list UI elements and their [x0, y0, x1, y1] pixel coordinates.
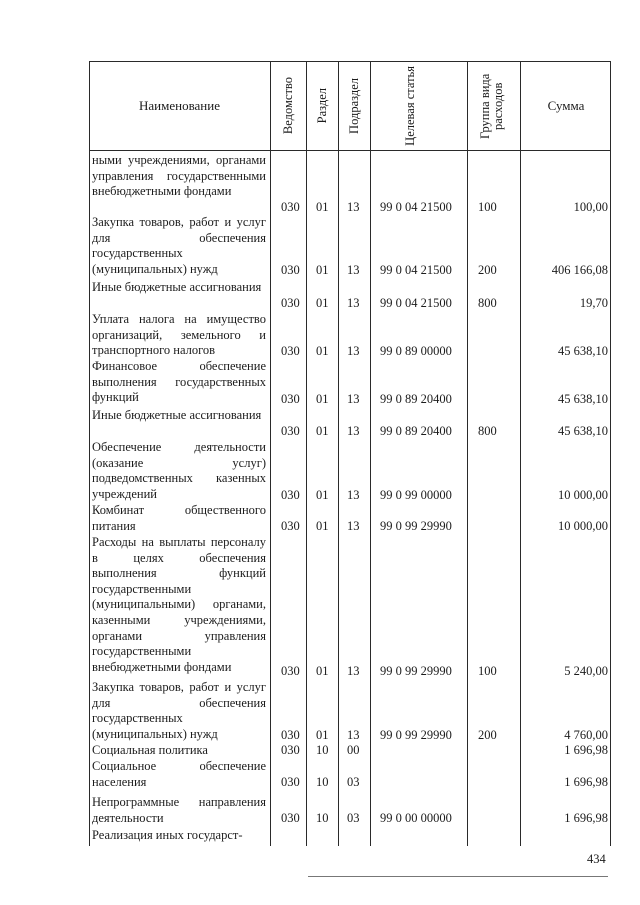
- row-podrazdel: 03: [347, 775, 360, 789]
- row-podrazdel: 03: [347, 811, 360, 825]
- row-razdel: 10: [316, 743, 329, 757]
- row-name: ными учреждениями, органами управления государственными внебюджетными фондами: [92, 153, 266, 199]
- row-sum: 5 240,00: [564, 664, 608, 678]
- table-row: [0, 680, 640, 743]
- row-target: 99 0 89 00000: [380, 344, 452, 358]
- row-razdel: 01: [316, 728, 329, 742]
- row-name: Комбинат общественного питания: [92, 503, 266, 533]
- row-name: Уплата налога на имущество организаций, земельного и транспортного налогов: [92, 312, 266, 358]
- footer-rule: [308, 876, 608, 877]
- table-row: [0, 828, 640, 844]
- table-row: [0, 440, 640, 503]
- header-podrazdel-cell: [338, 62, 370, 150]
- row-target: 99 0 89 20400: [380, 424, 452, 438]
- row-group: 100: [478, 200, 497, 214]
- row-razdel: 01: [316, 519, 329, 533]
- table-row: [0, 153, 640, 215]
- row-sum: 10 000,00: [558, 519, 608, 533]
- header-podrazdel: Подраздел: [346, 78, 361, 134]
- row-name: Социальная политика: [92, 743, 208, 757]
- header-group: Группа вида расходов: [477, 73, 505, 139]
- table-row: [0, 535, 640, 679]
- row-target: 99 0 04 21500: [380, 296, 452, 310]
- row-podrazdel: 13: [347, 200, 360, 214]
- row-razdel: 01: [316, 263, 329, 277]
- header-name: Наименование: [139, 98, 220, 113]
- row-podrazdel: 13: [347, 664, 360, 678]
- row-group: 200: [478, 728, 497, 742]
- row-target: 99 0 00 00000: [380, 811, 452, 825]
- row-sum: 10 000,00: [558, 488, 608, 502]
- row-group: 100: [478, 664, 497, 678]
- row-sum: 45 638,10: [558, 344, 608, 358]
- row-sum: 4 760,00: [564, 728, 608, 742]
- header-razdel: Раздел: [314, 88, 329, 124]
- row-razdel: 01: [316, 488, 329, 502]
- row-podrazdel: 13: [347, 344, 360, 358]
- table-row: [0, 280, 640, 312]
- row-name: Закупка товаров, работ и услуг для обеспечения государственных (муниципальных) нужд: [92, 215, 266, 276]
- row-name: Иные бюджетные ассигнования: [92, 280, 262, 294]
- row-ved: 030: [281, 728, 300, 742]
- row-target: 99 0 99 29990: [380, 664, 452, 678]
- row-ved: 030: [281, 519, 300, 533]
- row-sum: 45 638,10: [558, 424, 608, 438]
- row-podrazdel: 13: [347, 263, 360, 277]
- row-podrazdel: 00: [347, 743, 360, 757]
- table-row: [0, 503, 640, 535]
- header-group-cell: [467, 62, 520, 150]
- row-ved: 030: [281, 344, 300, 358]
- row-podrazdel: 13: [347, 488, 360, 502]
- row-razdel: 01: [316, 296, 329, 310]
- header-ved: Ведомство: [280, 77, 295, 135]
- row-razdel: 01: [316, 664, 329, 678]
- row-podrazdel: 13: [347, 519, 360, 533]
- header-target: Целевая статья: [402, 66, 417, 146]
- row-ved: 030: [281, 263, 300, 277]
- header-bottom-border: [89, 150, 611, 151]
- row-podrazdel: 13: [347, 392, 360, 406]
- row-podrazdel: 13: [347, 296, 360, 310]
- row-group: 200: [478, 263, 497, 277]
- header-target-cell: [370, 62, 467, 150]
- row-name: Финансовое обеспечение выполнения государственных функций: [92, 359, 266, 405]
- table-row: [0, 795, 640, 827]
- row-sum: 1 696,98: [564, 775, 608, 789]
- row-ved: 030: [281, 200, 300, 214]
- row-ved: 030: [281, 743, 300, 757]
- row-name: Закупка товаров, работ и услуг для обеспечения государственных (муниципальных) нужд: [92, 680, 266, 741]
- row-razdel: 01: [316, 200, 329, 214]
- row-target: 99 0 99 00000: [380, 488, 452, 502]
- row-name: Расходы на выплаты персоналу в целях обеспечения выполнения функций государственными (муниципальными) органами, казенными учреждениями, органами управления государственными внебюджетными фондами: [92, 535, 266, 674]
- row-name: Реализация иных государст-: [92, 828, 243, 842]
- row-razdel: 01: [316, 392, 329, 406]
- row-sum: 19,70: [579, 296, 608, 310]
- row-sum: 1 696,98: [564, 811, 608, 825]
- row-ved: 030: [281, 392, 300, 406]
- row-sum: 100,00: [573, 200, 608, 214]
- row-group: 800: [478, 296, 497, 310]
- row-name: Непрограммные направления деятельности: [92, 795, 266, 825]
- row-target: 99 0 04 21500: [380, 263, 452, 277]
- header-ved-cell: [270, 62, 306, 150]
- row-ved: 030: [281, 775, 300, 789]
- table-row: [0, 312, 640, 360]
- page-number: 434: [587, 852, 606, 866]
- row-target: 99 0 04 21500: [380, 200, 452, 214]
- row-target: 99 0 89 20400: [380, 392, 452, 406]
- table-row: [0, 408, 640, 440]
- row-razdel: 01: [316, 424, 329, 438]
- row-podrazdel: 13: [347, 424, 360, 438]
- table-row: [0, 759, 640, 791]
- row-sum: 406 166,08: [551, 263, 608, 277]
- row-ved: 030: [281, 488, 300, 502]
- table-row: [0, 215, 640, 278]
- row-ved: 030: [281, 664, 300, 678]
- row-group: 800: [478, 424, 497, 438]
- row-sum: 1 696,98: [564, 743, 608, 757]
- row-name: Социальное обеспечение населения: [92, 759, 266, 789]
- header-sum: Сумма: [547, 98, 585, 113]
- row-target: 99 0 99 29990: [380, 519, 452, 533]
- row-name: Обеспечение деятельности (оказание услуг) подведомственных казенных учреждений: [92, 440, 266, 501]
- table-row: [0, 359, 640, 407]
- row-ved: 030: [281, 811, 300, 825]
- row-ved: 030: [281, 424, 300, 438]
- row-ved: 030: [281, 296, 300, 310]
- row-razdel: 10: [316, 811, 329, 825]
- table-row: [0, 743, 640, 759]
- row-sum: 45 638,10: [558, 392, 608, 406]
- row-razdel: 01: [316, 344, 329, 358]
- row-target: 99 0 99 29990: [380, 728, 452, 742]
- row-podrazdel: 13: [347, 728, 360, 742]
- row-name: Иные бюджетные ассигнования: [92, 408, 262, 422]
- row-razdel: 10: [316, 775, 329, 789]
- header-razdel-cell: [306, 62, 338, 150]
